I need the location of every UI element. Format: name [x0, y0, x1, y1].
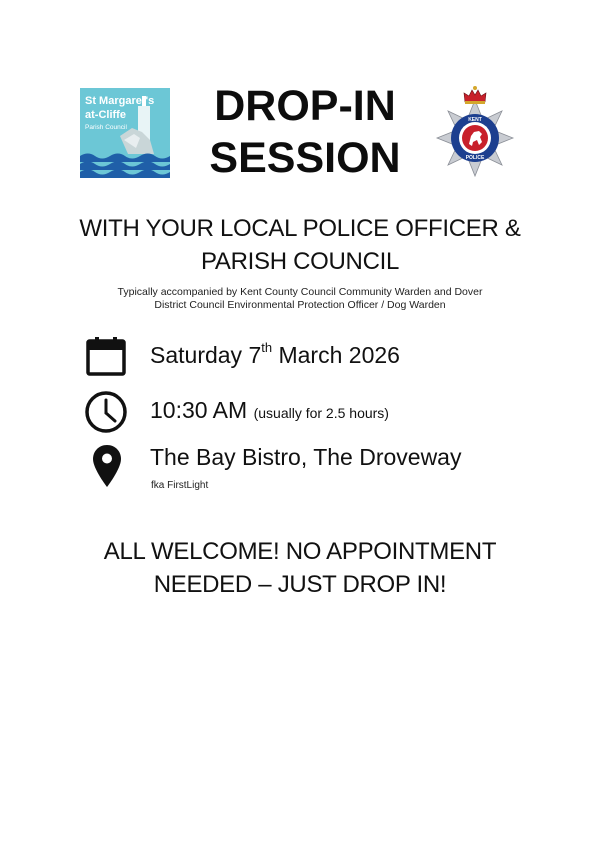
accompanied-note [40, 286, 560, 312]
date-month-year: March 2026 [272, 342, 400, 368]
police-star-badge-icon [433, 86, 517, 180]
note-line1: Typically accompanied by Kent County Council Community Warden and Dover [117, 286, 483, 298]
page-title [185, 80, 425, 184]
calendar-icon [86, 336, 126, 376]
parish-logo-line3: Parish Council [85, 124, 127, 131]
time-main: 10:30 AM [150, 397, 248, 423]
parish-logo-line2: at-Cliffe [85, 109, 126, 121]
date-ordinal: th [261, 340, 273, 355]
welcome-message [40, 535, 560, 601]
clock-icon [84, 390, 128, 434]
map-pin-icon [92, 444, 122, 488]
location-former-name: fka FirstLight [151, 480, 209, 491]
welcome-line2: NEEDED – JUST DROP IN! [153, 571, 447, 598]
parish-logo-line1: St Margaret's [85, 95, 155, 107]
note-line2: District Council Environmental Protection Officer / Dog Warden [154, 299, 446, 311]
kent-police-badge [433, 86, 517, 180]
event-date [150, 342, 400, 369]
event-time [150, 397, 389, 424]
event-location: The Bay Bistro, The Droveway [150, 444, 462, 470]
badge-text-bottom: POLICE [465, 155, 485, 161]
subtitle-line1: WITH YOUR LOCAL POLICE OFFICER & [79, 215, 521, 242]
subtitle [40, 212, 560, 278]
badge-text-top: KENT [468, 117, 482, 123]
welcome-line1: ALL WELCOME! NO APPOINTMENT [103, 538, 497, 565]
parish-council-logo [80, 88, 170, 178]
time-duration-note: (usually for 2.5 hours) [253, 405, 389, 421]
title-line1: DROP-IN [214, 82, 396, 130]
title-line2: SESSION [209, 134, 401, 182]
date-day: Saturday 7 [150, 342, 262, 368]
subtitle-line2: PARISH COUNCIL [200, 248, 400, 275]
